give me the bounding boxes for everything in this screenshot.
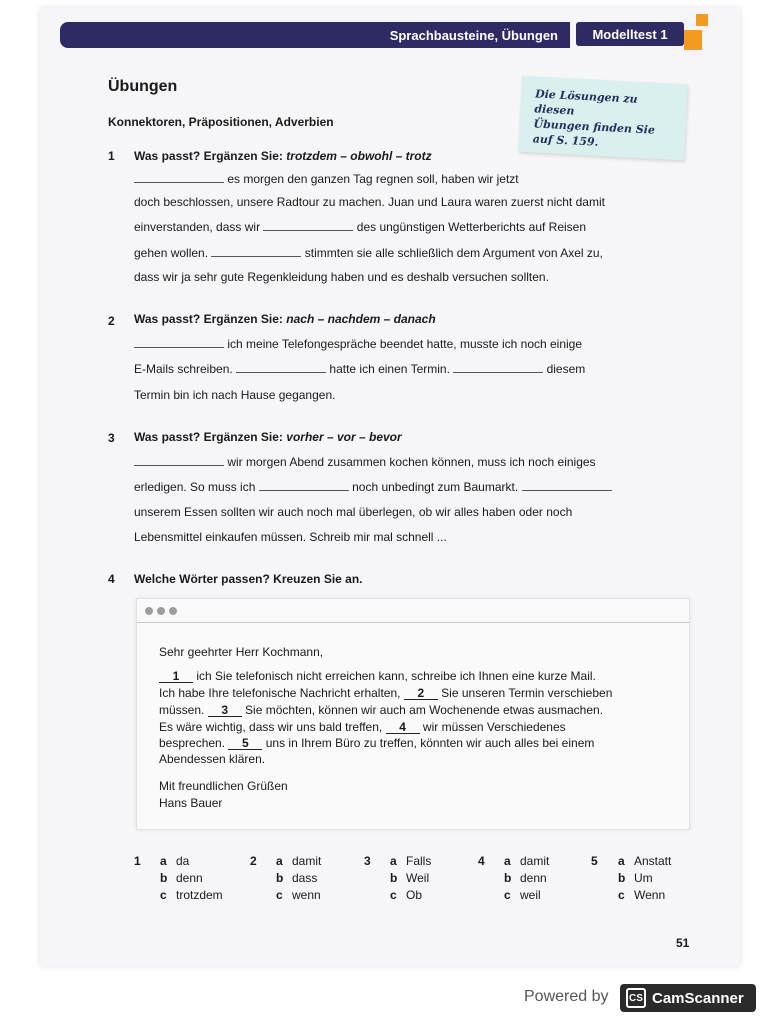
email-line: Es wäre wichtig, dass wir uns bald treffen, 4 wir müssen Verschiedenes: [159, 720, 566, 734]
camscanner-logo: CS CamScanner: [620, 984, 756, 1012]
option-letter: a: [390, 854, 397, 868]
email-greeting: Sehr geehrter Herr Kochmann,: [159, 645, 324, 659]
blank-field[interactable]: [453, 363, 543, 373]
solutions-note: Die Lösungen zu diesen Übungen finden Sie auf S. 159.: [518, 76, 688, 161]
option-word: denn: [176, 871, 203, 885]
blank-field[interactable]: [263, 221, 353, 231]
option-word: trotzdem: [176, 888, 223, 902]
answer-option[interactable]: [276, 854, 321, 871]
blank-field[interactable]: [259, 481, 349, 491]
option-word: denn: [520, 871, 547, 885]
blank-field[interactable]: [522, 481, 612, 491]
email-line: 1 ich Sie telefonisch nicht erreichen kann, schreibe ich Ihnen eine kurze Mail.: [159, 669, 596, 683]
blank-field[interactable]: [134, 456, 224, 466]
gap-2: 2: [404, 687, 438, 700]
blank-field[interactable]: [236, 363, 326, 373]
gap-1: 1: [159, 670, 193, 683]
answer-option[interactable]: [160, 854, 223, 871]
text-line: Termin bin ich nach Hause gegangen.: [134, 388, 336, 402]
answer-option[interactable]: [618, 871, 671, 888]
text-line: wir morgen Abend zusammen kochen können, muss ich noch einiges: [134, 455, 596, 469]
blank-field[interactable]: [211, 247, 301, 257]
option-group-number: 1: [134, 854, 141, 868]
option-word: wenn: [292, 888, 321, 902]
text-line: doch beschlossen, unsere Radtour zu machen. Juan und Laura waren zuerst nicht damit: [134, 195, 605, 209]
email-closing: Mit freundlichen Grüßen: [159, 779, 288, 793]
email-line: Ich habe Ihre telefonische Nachricht erhalten, 2 Sie unseren Termin verschieben: [159, 686, 613, 700]
text-line: gehen wollen. stimmten sie alle schließlich dem Argument von Axel zu,: [134, 246, 603, 260]
exercise-prompt: Was passt? Ergänzen Sie: vorher – vor – bevor: [134, 430, 402, 444]
text-line: unserem Essen sollten wir auch noch mal überlegen, ob wir alles haben oder noch: [134, 505, 573, 519]
email-window: [136, 598, 690, 830]
exercise-prompt: Was passt? Ergänzen Sie: nach – nachdem – danach: [134, 312, 436, 326]
page-subtitle: Konnektoren, Präpositionen, Adverbien: [108, 115, 334, 129]
option-word: Wenn: [634, 888, 666, 902]
email-line: müssen. 3 Sie möchten, können wir auch am Wochenende etwas ausmachen.: [159, 703, 604, 717]
option-word: Anstatt: [634, 854, 672, 868]
option-group: [276, 854, 321, 905]
answer-option[interactable]: [390, 888, 431, 905]
option-letter: b: [390, 871, 398, 885]
camscanner-icon: CS: [626, 988, 646, 1008]
option-group: [160, 854, 223, 905]
option-letter: b: [504, 871, 512, 885]
blank-field[interactable]: [134, 173, 224, 183]
blank-field[interactable]: [134, 338, 224, 348]
exercise-prompt: Welche Wörter passen? Kreuzen Sie an.: [134, 572, 363, 586]
option-letter: a: [276, 854, 283, 868]
option-group-number: 2: [250, 854, 257, 868]
option-letter: b: [276, 871, 284, 885]
powered-by-text: Powered by: [524, 988, 609, 1005]
exercise-number: 3: [108, 431, 115, 445]
text-line: E-Mails schreiben. hatte ich einen Termin. diesem: [134, 362, 586, 376]
exercise-number: 4: [108, 572, 115, 586]
exercise-number: 1: [108, 149, 115, 163]
option-letter: a: [160, 854, 167, 868]
section-label: Sprachbausteine, Übungen: [389, 27, 558, 43]
option-group: [618, 854, 671, 905]
answer-option[interactable]: [618, 854, 671, 871]
option-letter: c: [276, 888, 283, 902]
option-letter: a: [618, 854, 625, 868]
answer-option[interactable]: [160, 871, 223, 888]
answer-option[interactable]: [390, 854, 431, 871]
section-header: [60, 22, 570, 48]
exercise-prompt: Was passt? Ergänzen Sie: trotzdem – obwohl – trotz: [134, 149, 432, 163]
text-line: erledigen. So muss ich noch unbedingt zum Baumarkt.: [134, 480, 612, 494]
gap-5: 5: [228, 737, 262, 750]
orange-decoration: [696, 14, 708, 26]
option-letter: b: [618, 871, 626, 885]
option-letter: a: [504, 854, 511, 868]
text-line: Lebensmittel einkaufen müssen. Schreib mir mal schnell ...: [134, 530, 447, 544]
option-group: [504, 854, 549, 905]
email-line: Abendessen klären.: [159, 752, 266, 766]
text-line: es morgen den ganzen Tag regnen soll, haben wir jetzt: [134, 172, 519, 186]
option-group-number: 4: [478, 854, 485, 868]
option-group-number: 3: [364, 854, 371, 868]
option-word: Weil: [406, 871, 430, 885]
option-word: dass: [292, 871, 318, 885]
page-number: 51: [676, 936, 690, 950]
option-letter: c: [160, 888, 167, 902]
option-word: Um: [634, 871, 653, 885]
modelltest-badge: Modelltest 1: [576, 22, 684, 46]
option-letter: c: [618, 888, 625, 902]
option-word: weil: [520, 888, 541, 902]
text-line: ich meine Telefongespräche beendet hatte, musste ich noch einige: [134, 337, 582, 351]
email-signature: Hans Bauer: [159, 796, 223, 810]
option-word: damit: [520, 854, 550, 868]
answer-option[interactable]: [504, 871, 549, 888]
option-word: da: [176, 854, 190, 868]
answer-option[interactable]: [504, 888, 549, 905]
window-dot-icon: [169, 607, 177, 615]
text-line: dass wir ja sehr gute Regenkleidung haben und es deshalb versuchen sollten.: [134, 270, 549, 284]
option-group-number: 5: [591, 854, 598, 868]
exercise-number: 2: [108, 314, 115, 328]
answer-option[interactable]: [160, 888, 223, 905]
email-titlebar: [137, 599, 689, 623]
email-line: besprechen. 5 uns in Ihrem Büro zu treffen, könnten wir auch alles bei einem: [159, 736, 595, 750]
option-group: [390, 854, 431, 905]
option-letter: c: [390, 888, 397, 902]
page-title: Übungen: [108, 78, 178, 95]
window-dot-icon: [145, 607, 153, 615]
option-word: Ob: [406, 888, 423, 902]
option-letter: c: [504, 888, 511, 902]
answer-option[interactable]: [618, 888, 671, 905]
text-line: einverstanden, dass wir des ungünstigen Wetterberichts auf Reisen: [134, 220, 587, 234]
gap-4: 4: [386, 721, 420, 734]
gap-3: 3: [208, 704, 242, 717]
window-dot-icon: [157, 607, 165, 615]
answer-option[interactable]: [276, 871, 321, 888]
answer-option[interactable]: [504, 854, 549, 871]
option-word: damit: [292, 854, 322, 868]
answer-option[interactable]: [276, 888, 321, 905]
option-letter: b: [160, 871, 168, 885]
answer-option[interactable]: [390, 871, 431, 888]
orange-decoration: [684, 30, 702, 50]
option-word: Falls: [406, 854, 432, 868]
